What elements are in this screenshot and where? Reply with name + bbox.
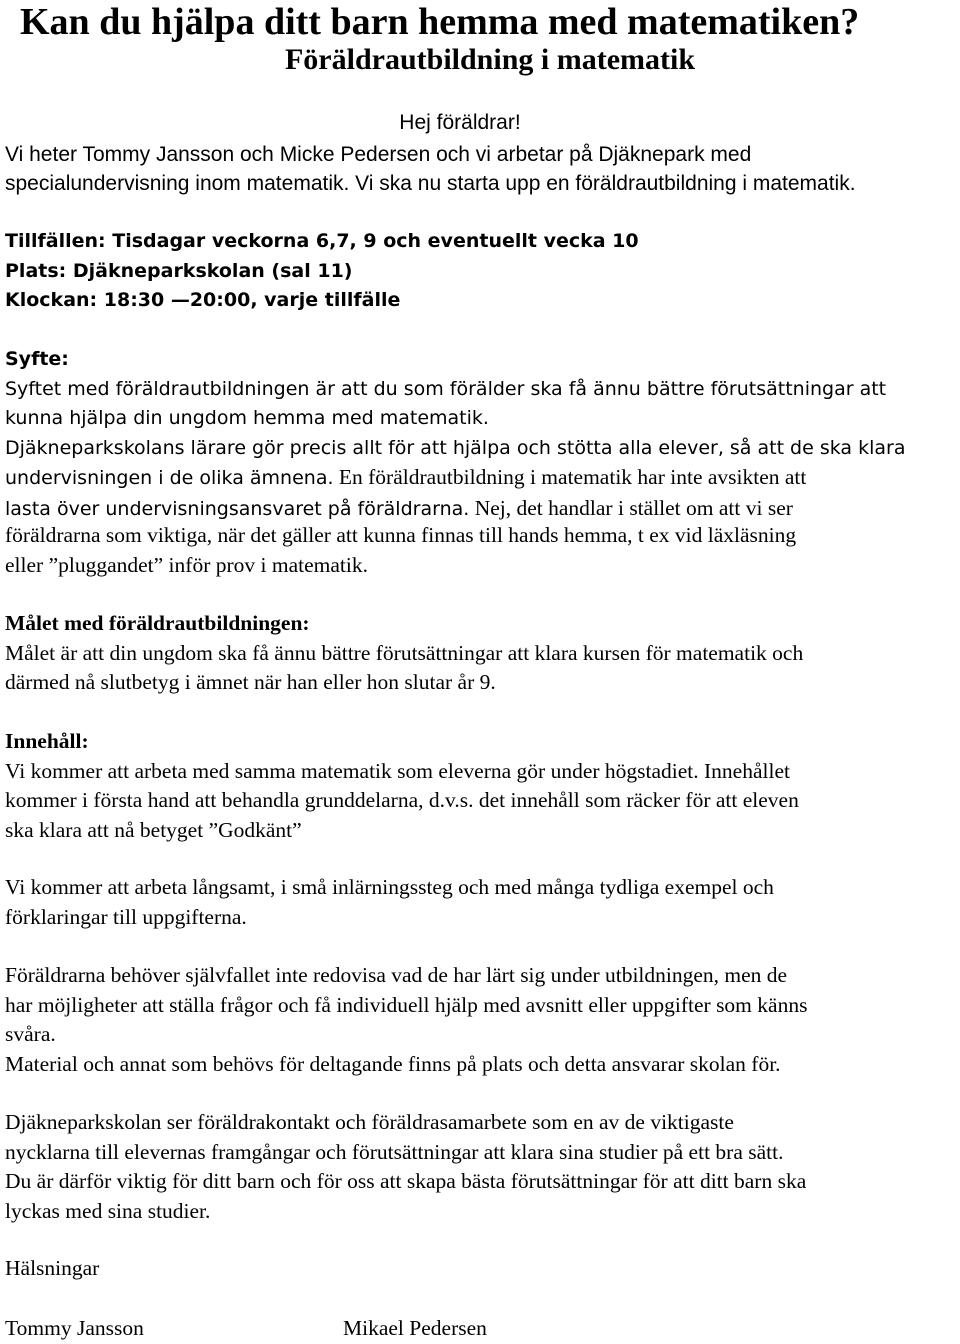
paragraph-line: svåra. [5, 1022, 56, 1046]
paragraph-line: Material och annat som behövs för deltagande finns på plats och detta ansvarar skolan för. [5, 1051, 781, 1076]
purpose-mixed-line [5, 463, 957, 494]
paragraph-line: nycklarna till elevernas framgångar och förutsättningar att klara sina studier på ett bra sätt. [5, 1139, 784, 1164]
content-line: kommer i första hand att behandla grunddelarna, d.v.s. det innehåll som räcker för att eleven [5, 788, 799, 812]
purpose-line: föräldrarna som viktiga, när det gäller att kunna finnas till hands hemma, t ex vid läxläsning [5, 523, 797, 547]
page-subtitle: Föräldrautbildning i matematik [284, 43, 696, 76]
content-heading: Innehåll: [5, 729, 89, 753]
purpose-line-sans-part: lasta över undervisningsansvaret på föräldrarna. [5, 497, 470, 520]
content-line: ska klara att nå betyget ”Godkänt” [5, 817, 302, 842]
goal-line: därmed nå slutbetyg i ämnet när han eller hon slutar år 9. [5, 670, 496, 694]
paragraph-line: har möjligheter att ställa frågor och få individuell hjälp med avsnitt eller uppgifter som känns [5, 992, 808, 1017]
purpose-line-serif-part: En föräldrautbildning i matematik har inte avsikten att [333, 465, 807, 489]
content-line: Vi kommer att arbeta med samma matematik som eleverna gör under högstadiet. Innehållet [5, 758, 790, 783]
occasions-text: Tillfällen: Tisdagar veckorna 6,7, 9 och eventuellt vecka 10 [5, 230, 639, 252]
intro-line: Vi heter Tommy Jansson och Micke Pedersen och vi arbetar på Djäknepark med [5, 143, 752, 166]
paragraph-support [5, 961, 957, 1079]
purpose-line: Syftet med föräldrautbildningen är att du som förälder ska få ännu bättre förutsättningar att [5, 377, 887, 400]
purpose-line-sans-part: undervisningen i de olika ämnena. [5, 467, 334, 489]
purpose-line: kunna hjälpa din ungdom hemma med matematik. [5, 407, 489, 429]
purpose-heading: Syfte: [5, 348, 69, 370]
goal-section [5, 609, 957, 698]
paragraph-line: Djäkneparkskolan ser föräldrakontakt och föräldrasamarbete som en av de viktigaste [5, 1110, 734, 1134]
purpose-line: eller ”pluggandet” inför prov i matematik. [5, 552, 368, 577]
event-details [5, 227, 957, 316]
time-text: Klockan: 18:30 —20:00, varje tillfälle [5, 289, 401, 311]
paragraph-pace [5, 873, 957, 932]
page-title: Kan du hjälpa ditt barn hemma med matematiken? [20, 1, 860, 43]
paragraph-line: Du är därför viktig för ditt barn och för oss att skapa bästa förutsättningar för att ditt barn ska [5, 1169, 807, 1193]
greeting: Hej föräldrar! [399, 111, 521, 134]
paragraph-line: förklaringar till uppgifterna. [5, 904, 247, 929]
paragraph-line: Vi kommer att arbeta långsamt, i små inlärningssteg och med många tydliga exempel och [5, 875, 774, 899]
place-text: Plats: Djäkneparkskolan (sal 11) [5, 259, 353, 282]
signature-mikael: Mikael Pedersen [343, 1316, 487, 1340]
purpose-section [5, 345, 957, 524]
intro-line: specialundervisning inom matematik. Vi ska nu starta upp en föräldrautbildning i matematik. [5, 172, 856, 195]
goal-line: Målet är att din ungdom ska få ännu bättre förutsättningar att klara kursen för matematik och [5, 640, 804, 665]
paragraph-line: Föräldrarna behöver självfallet inte redovisa vad de har lärt sig under utbildningen, men de [5, 963, 788, 987]
goal-heading: Målet med föräldrautbildningen: [5, 611, 310, 635]
paragraph-cooperation [5, 1108, 957, 1226]
purpose-line-serif-part: Nej, det handlar i stället om att vi ser [469, 495, 793, 520]
paragraph-line: lyckas med sina studier. [5, 1198, 211, 1223]
purpose-mixed-line [5, 494, 957, 525]
closing-text: Hälsningar [5, 1256, 100, 1280]
content-section [5, 727, 957, 845]
signature-tommy: Tommy Jansson [5, 1316, 144, 1340]
intro-paragraph [5, 140, 955, 198]
purpose-line: Djäkneparkskolans lärare gör precis allt för att hjälpa och stötta alla elever, så att de ska klara [5, 436, 906, 459]
purpose-continued [5, 521, 957, 580]
